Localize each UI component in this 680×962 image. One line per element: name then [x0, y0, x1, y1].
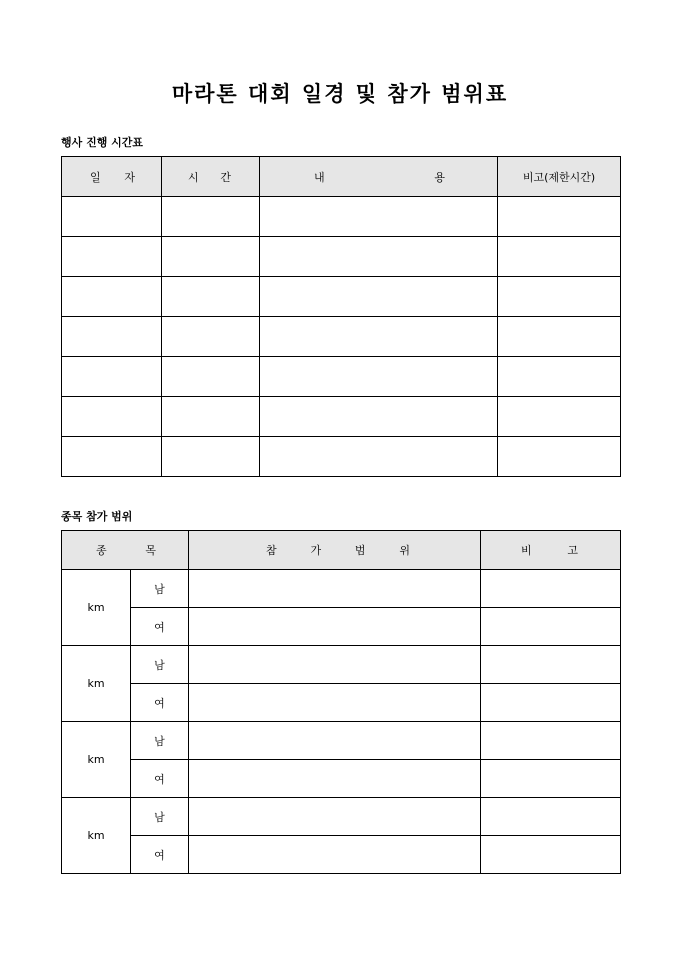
note-cell[interactable]: [498, 357, 621, 397]
table-row: [62, 277, 621, 317]
col-event-char-1: 종: [96, 544, 107, 557]
content-cell[interactable]: [260, 277, 498, 317]
table-row: [62, 357, 621, 397]
table-row: [62, 646, 621, 684]
col-date-header: [62, 157, 162, 197]
col-content-header: [260, 157, 498, 197]
col-date-char-2: 자: [124, 170, 135, 184]
female-label: 여: [131, 760, 189, 798]
time-cell[interactable]: [162, 317, 260, 357]
content-cell[interactable]: [260, 237, 498, 277]
col-range-char-1: 참: [266, 544, 277, 557]
time-cell[interactable]: [162, 397, 260, 437]
remark-cell[interactable]: [481, 836, 621, 874]
date-cell[interactable]: [62, 277, 162, 317]
range-cell[interactable]: [189, 608, 481, 646]
distance-cell: km: [62, 646, 131, 722]
table-row: [62, 197, 621, 237]
col-content-char-2: 용: [434, 170, 445, 184]
remark-cell[interactable]: [481, 608, 621, 646]
time-cell[interactable]: [162, 197, 260, 237]
remark-cell[interactable]: [481, 684, 621, 722]
distance-cell: km: [62, 570, 131, 646]
content-cell[interactable]: [260, 317, 498, 357]
range-cell[interactable]: [189, 684, 481, 722]
female-label: 여: [131, 608, 189, 646]
col-time-char-1: 시: [188, 170, 199, 184]
col-remark-char-1: 비: [521, 544, 532, 557]
col-range-char-2: 가: [310, 544, 322, 557]
table-row: [62, 608, 621, 646]
remark-cell[interactable]: [481, 570, 621, 608]
male-label: 남: [131, 570, 189, 608]
table-row: [62, 570, 621, 608]
col-remark-char-2: 고: [567, 544, 578, 557]
date-cell[interactable]: [62, 437, 162, 477]
table-row: [62, 237, 621, 277]
note-cell[interactable]: [498, 397, 621, 437]
content-cell[interactable]: [260, 357, 498, 397]
time-cell[interactable]: [162, 357, 260, 397]
col-range-header: [189, 531, 481, 570]
col-content-char-1: 내: [314, 170, 325, 184]
note-cell[interactable]: [498, 237, 621, 277]
distance-cell: km: [62, 722, 131, 798]
female-label: 여: [131, 684, 189, 722]
remark-cell[interactable]: [481, 646, 621, 684]
table-row: [62, 760, 621, 798]
table-row: [62, 317, 621, 357]
female-label: 여: [131, 836, 189, 874]
table-row: [62, 437, 621, 477]
male-label: 남: [131, 798, 189, 836]
male-label: 남: [131, 722, 189, 760]
schedule-table: [61, 156, 621, 477]
male-label: 남: [131, 646, 189, 684]
content-cell[interactable]: [260, 197, 498, 237]
date-cell[interactable]: [62, 197, 162, 237]
col-note-header: 비고(제한시간): [498, 157, 621, 197]
table-row: [62, 836, 621, 874]
content-cell[interactable]: [260, 397, 498, 437]
content-cell[interactable]: [260, 437, 498, 477]
schedule-header-row: [62, 157, 621, 197]
table-row: [62, 684, 621, 722]
date-cell[interactable]: [62, 237, 162, 277]
table-row: [62, 722, 621, 760]
col-remark-header: [481, 531, 621, 570]
col-range-char-3: 범: [354, 544, 366, 557]
date-cell[interactable]: [62, 317, 162, 357]
col-date-char-1: 일: [90, 170, 101, 184]
range-cell[interactable]: [189, 570, 481, 608]
col-range-char-4: 위: [399, 544, 410, 557]
col-event-header: [62, 531, 189, 570]
remark-cell[interactable]: [481, 798, 621, 836]
time-cell[interactable]: [162, 277, 260, 317]
note-cell[interactable]: [498, 197, 621, 237]
note-cell[interactable]: [498, 317, 621, 357]
events-table: [61, 530, 621, 874]
remark-cell[interactable]: [481, 760, 621, 798]
note-cell[interactable]: [498, 437, 621, 477]
table-row: [62, 798, 621, 836]
range-cell[interactable]: [189, 646, 481, 684]
col-time-char-2: 간: [220, 170, 231, 184]
events-header-row: [62, 531, 621, 570]
range-cell[interactable]: [189, 722, 481, 760]
range-cell[interactable]: [189, 836, 481, 874]
distance-cell: km: [62, 798, 131, 874]
range-cell[interactable]: [189, 760, 481, 798]
table-row: [62, 397, 621, 437]
events-heading: 종목 참가 범위: [61, 510, 133, 523]
date-cell[interactable]: [62, 397, 162, 437]
remark-cell[interactable]: [481, 722, 621, 760]
col-time-header: [162, 157, 260, 197]
col-event-char-2: 목: [145, 544, 156, 557]
note-cell[interactable]: [498, 277, 621, 317]
time-cell[interactable]: [162, 437, 260, 477]
time-cell[interactable]: [162, 237, 260, 277]
schedule-heading: 행사 진행 시간표: [61, 136, 144, 149]
date-cell[interactable]: [62, 357, 162, 397]
range-cell[interactable]: [189, 798, 481, 836]
page-title: 마라톤 대회 일경 및 참가 범위표: [171, 81, 509, 106]
